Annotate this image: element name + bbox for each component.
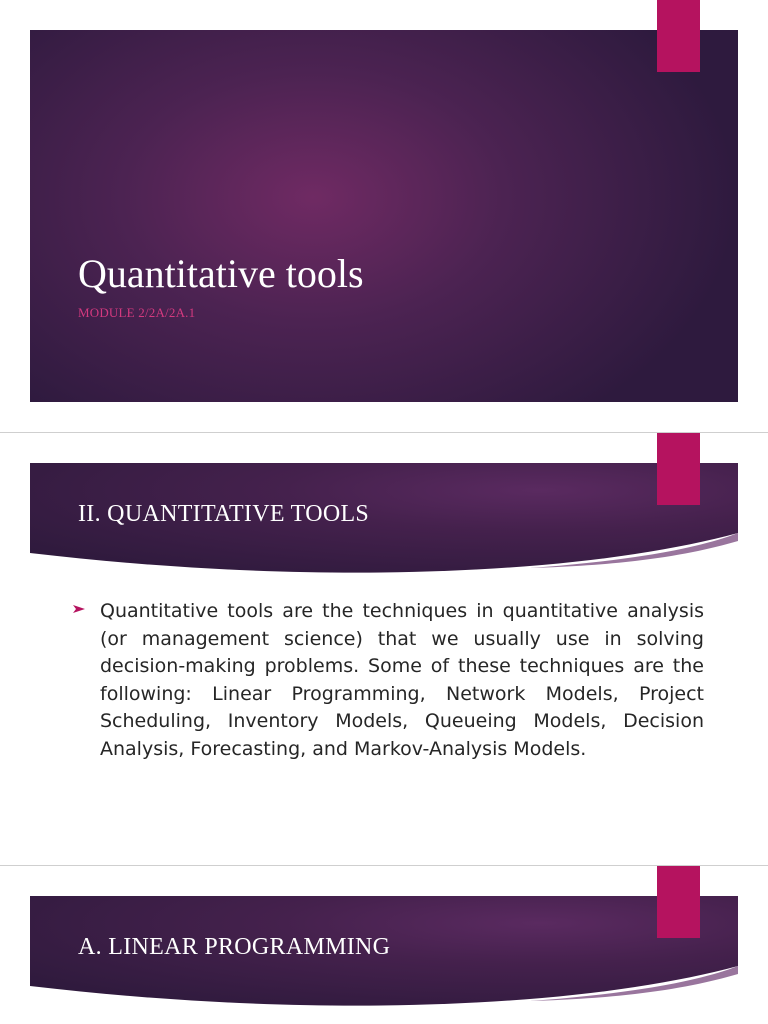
heading-banner bbox=[30, 896, 738, 1011]
title-panel bbox=[30, 30, 738, 402]
slide-3 bbox=[0, 866, 768, 1024]
slide-title: Quantitative tools bbox=[78, 251, 364, 296]
heading-banner bbox=[30, 463, 738, 578]
section-heading: A. LINEAR PROGRAMMING bbox=[78, 934, 391, 960]
triangle-arrow-icon bbox=[72, 602, 86, 616]
section-heading: II. QUANTITATIVE TOOLS bbox=[78, 501, 370, 527]
slide-2 bbox=[0, 433, 768, 865]
accent-tab bbox=[657, 866, 700, 938]
slide-1 bbox=[0, 0, 768, 432]
slide-subtitle: MODULE 2/2A/2A.1 bbox=[78, 305, 196, 320]
accent-tab bbox=[657, 0, 700, 72]
accent-tab bbox=[657, 433, 700, 505]
bullet-item bbox=[72, 598, 704, 763]
bullet-text: Quantitative tools are the techniques in quantitative analysis (or management science) that we usually use in solving decision-making problems. Some of these techniques are the following: Linear Programming, Network Models, Project Scheduling, Inventory Models, Queueing Models, Decision Analysis, Forecasting, and Markov-Analysis Models. bbox=[100, 600, 704, 760]
